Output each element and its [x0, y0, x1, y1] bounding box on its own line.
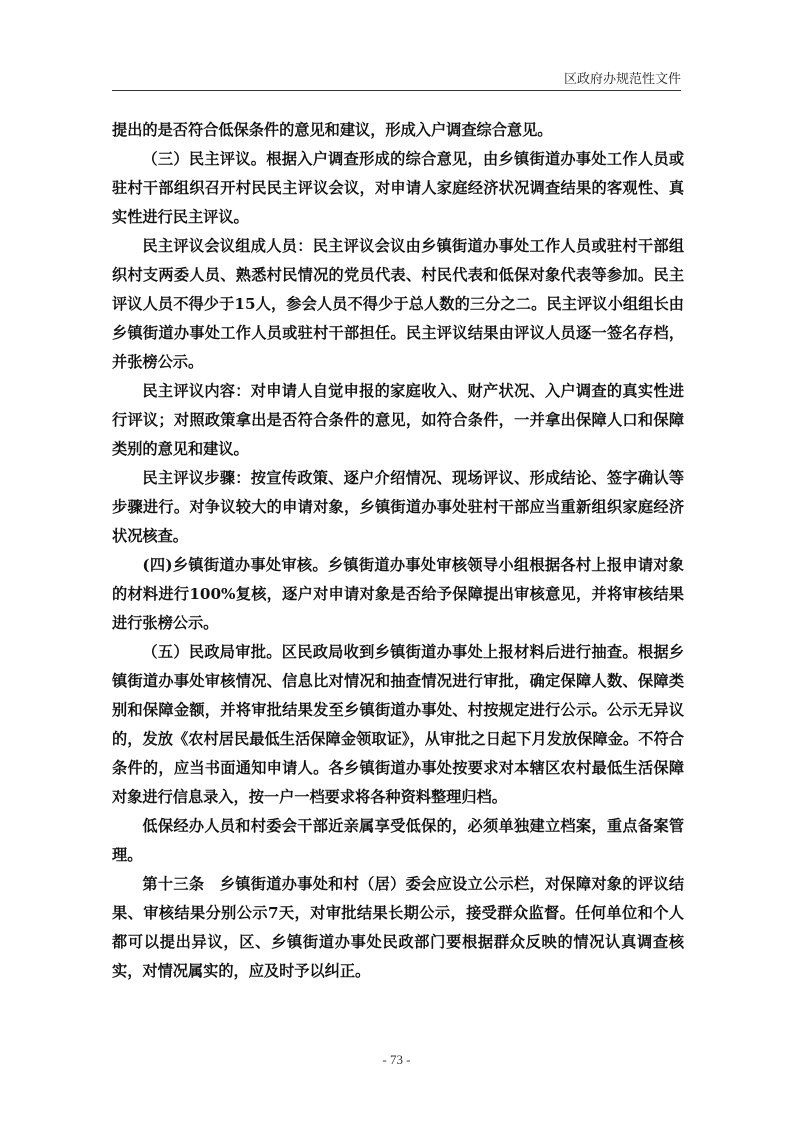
paragraph-9: 第十三条 乡镇街道办事处和村（居）委会应设立公示栏，对保障对象的评议结果、审核结果分别公示7天，对审批结果长期公示，接受群众监督。任何单位和个人都可以提出异议，区、乡镇街道办事处民政部门要根据群众反映的情况认真调查核实，对情况属实的，应及时予以纠正。: [112, 875, 684, 980]
header-title: 区政府办规范性文件: [563, 72, 681, 87]
page-number: - 73 -: [382, 1052, 411, 1067]
paragraph-5: 民主评议步骤：按宣传政策、逐户介绍情况、现场评议、形成结论、签字确认等步骤进行。对争议较大的申请对象，乡镇街道办事处驻村干部应当重新组织家庭经济状况核查。: [112, 469, 684, 545]
paragraph-1: 提出的是否符合低保条件的意见和建议，形成入户调查综合意见。: [112, 121, 553, 139]
paragraph-2: （三）民主评议。根据入户调查形成的综合意见，由乡镇街道办事处工作人员或驻村干部组织召开村民民主评议会议，对申请人家庭经济状况调查结果的客观性、真实性进行民主评议。: [112, 150, 684, 226]
header-divider: [112, 90, 681, 91]
paragraph-7: （五）民政局审批。区民政局收到乡镇街道办事处上报材料后进行抽查。根据乡镇街道办事处审核情况、信息比对情况和抽查情况进行审批，确定保障人数、保障类别和保障金额，并将审批结果发至乡镇街道办事处、村按规定进行公示。公示无异议的，发放《农村居民最低生活保障金领取证》，从审批之日起下月发放保障金。不符合条件的，应当书面通知申请人。各乡镇街道办事处按要求对本辖区农村最低生活保障对象进行信息录入，按一户一档要求将各种资料整理归档。: [112, 643, 684, 806]
document-body: [112, 116, 684, 986]
paragraph-6: (四)乡镇街道办事处审核。乡镇街道办事处审核领导小组根据各村上报申请对象的材料进行100%复核，逐户对申请对象是否给予保障提出审核意见，并将审核结果进行张榜公示。: [112, 556, 684, 632]
paragraph-3: 民主评议会议组成人员：民主评议会议由乡镇街道办事处工作人员或驻村干部组织村支两委人员、熟悉村民情况的党员代表、村民代表和低保对象代表等参加。民主评议人员不得少于15人，参会人员不得少于总人数的三分之二。民主评议小组组长由乡镇街道办事处工作人员或驻村干部担任。民主评议结果由评议人员逐一签名存档，并张榜公示。: [112, 237, 684, 371]
paragraph-4: 民主评议内容：对申请人自觉申报的家庭收入、财产状况、入户调查的真实性进行评议；对照政策拿出是否符合条件的意见，如符合条件，一并拿出保障人口和保障类别的意见和建议。: [112, 382, 684, 458]
paragraph-8: 低保经办人员和村委会干部近亲属享受低保的，必须单独建立档案，重点备案管理。: [112, 817, 684, 864]
